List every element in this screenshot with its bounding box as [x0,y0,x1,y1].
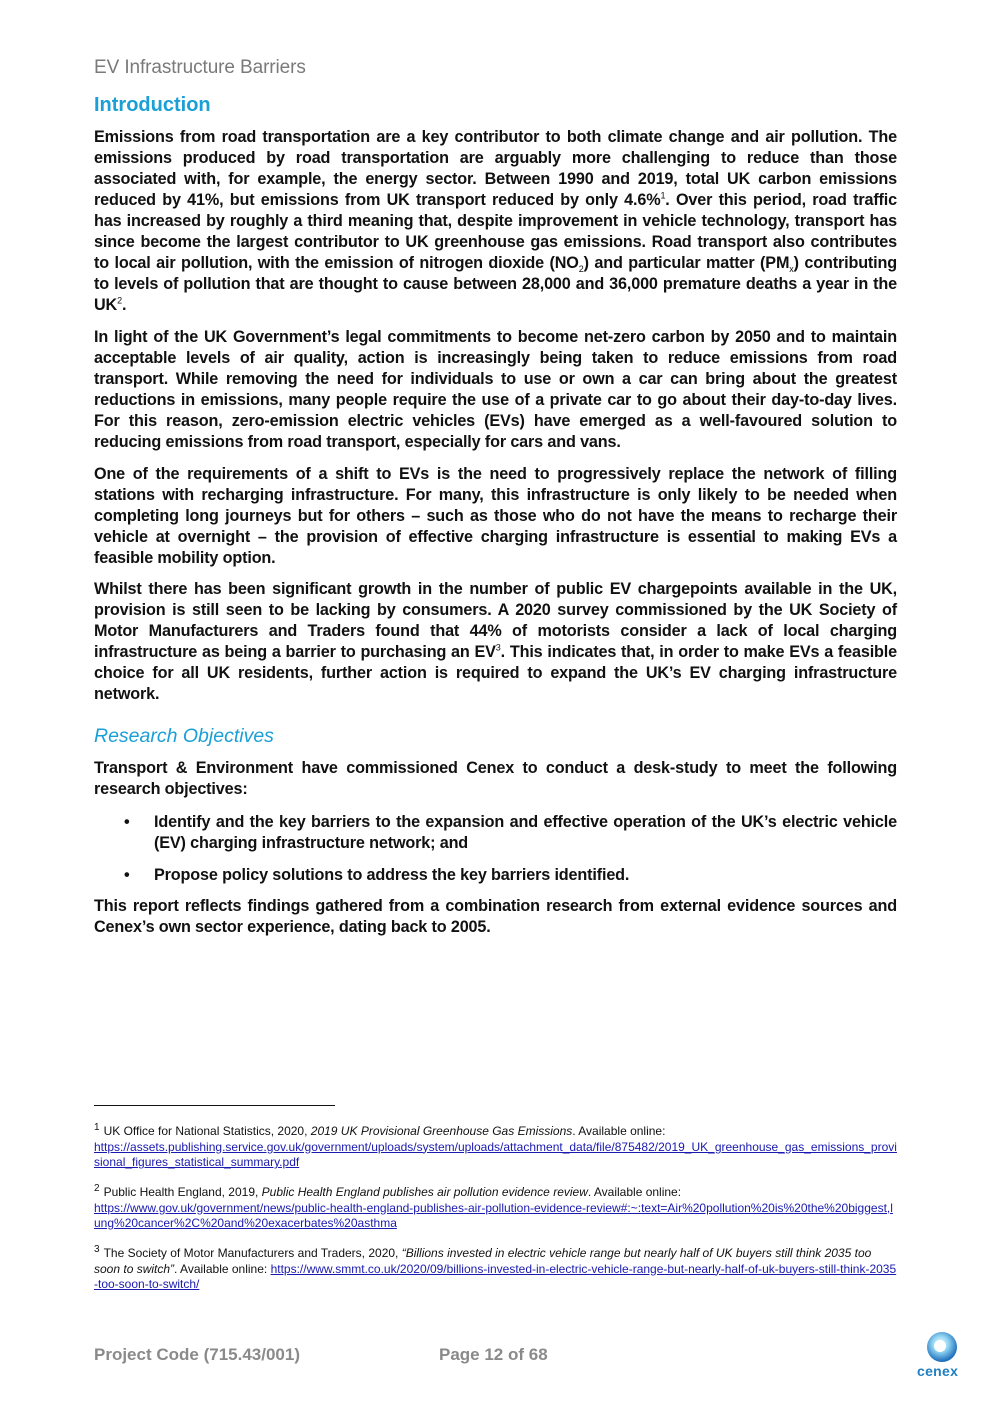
bullet-icon: • [124,813,130,831]
list-item-text: Propose policy solutions to address the key barriers identified. [154,866,630,884]
footnote-2 [94,1185,899,1232]
footnote-separator [94,1105,335,1106]
footnote-text: . Available online: [174,1261,271,1276]
footnote-text: . Available online: [587,1185,682,1199]
bullet-icon: • [124,866,130,884]
footnote-ref-3[interactable]: 3 [495,642,501,653]
footnote-1 [94,1124,899,1171]
footnote-title: Public Health England publishes air pollution evidence review [261,1185,588,1199]
paragraph-text: Transport & Environment have commissioned Cenex to conduct a desk-study to meet the following research objectives: [94,759,897,798]
footnote-title: “Billions invested in electric vehicle range but nearly half of UK buyers still think 2035 too soon to switch” [94,1246,872,1276]
footnote-link[interactable]: https://www.smmt.co.uk/2020/09/billions-invested-in-electric-vehicle-range-but-nearly-half-of-uk-buyers-still-think-2035-too-soon-to-switch/ [94,1261,897,1291]
paragraph-text: Whilst there has been significant growth in the number of public EV chargepoints available in the UK, provision is still seen to be lacking by consumers. A 2020 survey commissioned by the UK Society of Motor Manufacturers and Traders found that 44% of motorists consider a lack of local charging infrastructure as being a barrier to purchasing an EV [94,580,897,661]
paragraph-text: One of the requirements of a shift to EVs is the need to progressively replace the network of filling stations with recharging infrastructure. For many, this infrastructure is only likely to be needed when completing long journeys but for others – such as those who do not have the means to recharge their vehicle at overnight – the provision of effective charging infrastructure is essential to making EVs a feasible mobility option. [94,465,897,567]
research-objectives-closing [94,896,897,938]
research-objectives-intro [94,758,897,800]
intro-paragraph-3 [94,464,897,569]
cenex-logo-text: cenex [917,1363,959,1379]
footnote-ref-1[interactable]: 1 [660,190,666,201]
footnote-source: The Society of Motor Manufacturers and Traders, 2020, [103,1246,402,1260]
paragraph-text: . This indicates that, in order to make EVs a feasible choice for all UK residents, further action is required to expand the UK’s EV charging infrastructure network. [94,643,897,703]
footnote-title: 2019 UK Provisional Greenhouse Gas Emissions [310,1124,573,1138]
project-code: Project Code (715.43/001) [94,1345,300,1364]
list-item [94,865,897,886]
footnote-source: UK Office for National Statistics, 2020, [103,1124,311,1138]
footnote-number: 1 [94,1122,100,1133]
objectives-list [94,812,897,897]
intro-paragraph-2 [94,327,897,453]
intro-paragraph-1 [94,127,897,316]
paragraph-text: . [121,296,127,314]
paragraph-text: ) and particular matter (PM [583,254,790,272]
subscript-x: x [789,264,794,275]
footnote-ref-2[interactable]: 2 [117,295,122,306]
paragraph-text: In light of the UK Government’s legal commitments to become net-zero carbon by 2050 and to maintain acceptable levels of air quality, action is increasingly being taken to reduce emissions from road transport. While removing the need for individuals to use or own a car can bring about the greatest reductions in emissions, many people require the use of a private car to go about their day-to-day lives. For this reason, zero-emission electric vehicles (EVs) have emerged as a well-favoured solution to reducing emissions from road transport, especially for cars and vans. [94,328,897,451]
footnote-link[interactable]: https://assets.publishing.service.gov.uk/government/uploads/system/uploads/attachment_data/file/875482/2019_UK_greenhouse_gas_emissions_provisional_figures_statistical_summary.pdf [94,1139,897,1169]
list-item-text: Identify and the key barriers to the expansion and effective operation of the UK’s electric vehicle (EV) charging infrastructure network; and [154,813,897,852]
paragraph-text: This report reflects findings gathered from a combination research from external evidence sources and Cenex’s own sector experience, dating back to 2005. [94,897,897,936]
footnote-source: Public Health England, 2019, [103,1185,262,1199]
paragraph-text: ) contributing to levels of pollution that are thought to cause between 28,000 and 36,000 premature deaths a year in the UK [94,254,897,314]
footnote-number: 2 [94,1183,100,1194]
paragraph-text: . Over this period, road traffic has increased by roughly a third meaning that, despite improvement in vehicle technology, transport has since become the largest contributor to UK greenhouse gas emissions. Road transport also contributes to local air pollution, with the emission of nitrogen dioxide (NO [94,191,897,272]
list-item [94,812,897,854]
intro-paragraph-4 [94,579,897,705]
section-heading-introduction: Introduction [94,94,211,116]
running-header: EV Infrastructure Barriers [94,57,306,78]
page-number: Page 12 of 68 [439,1345,548,1364]
footnote-link[interactable]: https://www.gov.uk/government/news/public-health-england-publishes-air-pollution-evidence-review#:~:text=Air%20pollution%20is%20the%20biggest,lung%20cancer%2C%20and%20exacerbates%20asthma [94,1200,893,1230]
subscript-2: 2 [578,264,584,275]
section-heading-research-objectives: Research Objectives [94,725,274,747]
footnote-3 [94,1246,899,1293]
footnote-text: . Available online: [572,1124,666,1138]
footnote-number: 3 [94,1244,100,1255]
paragraph-text: Emissions from road transportation are a key contributor to both climate change and air pollution. The emissions produced by road transportation are arguably more challenging to reduce than those associated with, for example, the energy sector. Between 1990 and 2019, total UK carbon emissions reduced by 41%, but emissions from UK transport reduced by only 4.6% [94,128,897,209]
